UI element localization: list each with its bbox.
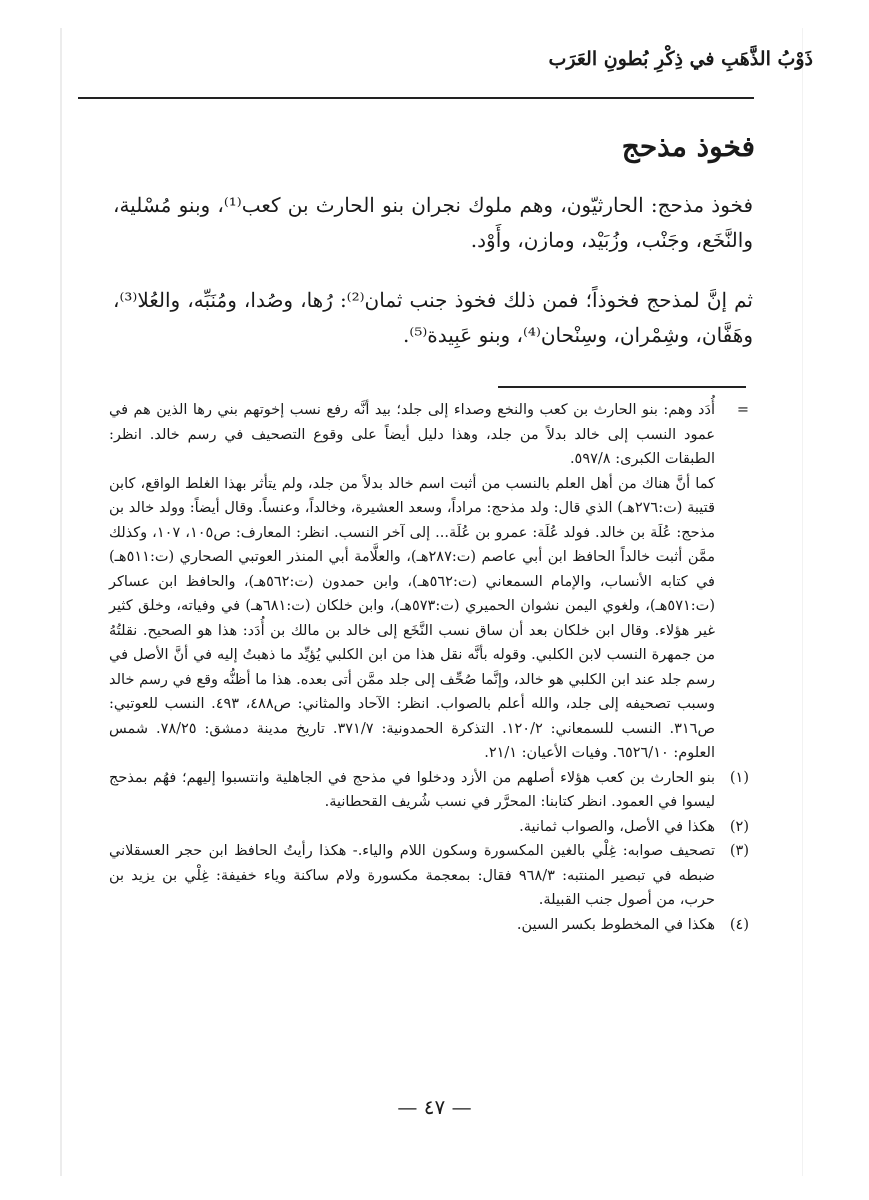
footnote-mark: (٣): [729, 843, 749, 859]
footnote-text: أُدَد وهم: بنو الحارث بن كعب والنخع وصداء إلى جلد؛ بيد أنَّه رفع نسب إخوتهم بني رها الذين هم في عمود النسب إلى خالد بدلاً من جلد، وهذا دليل أيضاً على وقوع التصحيف في رسم خالد. انظر: الطبقات الكبرى: ٥٩٧/٨.: [109, 402, 715, 467]
footnote-mark: [715, 472, 749, 766]
body-paragraph-2: ثم إنَّ لمذحج فخوذاً؛ فمن ذلك فخوذ جنب ثمان⁽²⁾: رُها، وصُدا، ومُنَبِّه، والعُلا⁽³⁾، وهَفَّان، وشِمْران، وسِنْحان⁽⁴⁾، وبنو عَبِيدة⁽⁵⁾.: [113, 288, 753, 347]
footnote-mark: =: [736, 402, 749, 418]
footnote-rule: [498, 386, 746, 388]
footnote-mark: (١): [729, 769, 749, 786]
running-header: ذَوْبُ الذَّهَبِ في ذِكْرِ بُطونِ العَرَب: [548, 48, 813, 70]
section-title: فخوذ مذحج: [621, 130, 755, 163]
footnote-text: هكذا في المخطوط بكسر السين.: [516, 916, 715, 933]
footnote-continuation-2: [109, 472, 749, 766]
footnote-4: [109, 913, 749, 938]
footnote-text: كما أنَّ هناك من أهل العلم بالنسب من أثبت اسم خالد بدلاً من جلد، ولم يتأثر بهذا الغلط الواقع، كابن قتيبة (ت:٢٧٦هـ) الذي قال: ولد مذحج: مراداً، وسعد العشيرة، وخالداً، وعنساً. وقال أيضاً: وولد خالد بن مذحج: عُلَة بن خالد. فولد عُلَة: عمرو بن عُلَة... إلى آخر النسب. انظر: المعارف: ص١٠٥، ١٠٧، وكذلك ممَّن أثبت خالداً الحافظ ابن أبي عاصم (ت:٢٨٧هـ)، والعلَّامة أبي المنذر العوتبي الصحاري (ت:٥١١هـ) في كتابه الأنساب، والإمام السمعاني (ت:٥٦٢هـ)، وابن حمدون (ت:٥٦٢هـ)، والحافظ ابن عساكر (ت:٥٧١هـ)، ولغوي اليمن نشوان الحميري (ت:٥٧٣هـ)، وابن خلكان (ت:٦٨١هـ) في وفياته، وخلق كثير غير هؤلاء. وقال ابن خلكان بعد أن ساق نسب النَّخَع إلى خالد بن مالك بن أُدَد: هذا هو الصحيح. نقلتُهُ من جمهرة النسب لابن الكلبي. وقوله بأنَّه نقل هذا من ابن الكلبي يُؤيِّد ما ذهبتُ إليه في أنَّ الأصل في رسم جلد عند ابن الكلبي هو خالد، وإنَّما صُحِّف إلى جلد ممَّن أتى بعده. هذا ما أظنُّه وقع في رسم خالد وسبب تصحيفه إلى جلد، والله أعلم بالصواب. انظر: الآحاد والمثاني: ص٤٨٨، ٤٩٣. النسب للعوتبي: ص٣١٦. النسب للسمعاني: ١٢٠/٢. التذكرة الحمدونية: ٣٧١/٧. تاريخ مدينة دمشق: ٧٨/٢٥. شمس العلوم: ٦٥٢٦/١٠. وفيات الأعيان: ٢١/١.: [109, 475, 716, 761]
footnote-1: [109, 766, 749, 815]
footnotes: [109, 398, 749, 937]
footnote-text: تصحيف صوابه: غِلْي بالغين المكسورة وسكون اللام والياء.- هكذا رأيتُ الحافظ ابن حجر العسقلاني ضبطه في تبصير المنتبه: ٩٦٨/٣ فقال: بمعجمة مكسورة ولام ساكنة وياء خفيفة: غِلْي بن يزيد بن حرب، من أصول جنب القبيلة.: [109, 843, 715, 908]
body-paragraph-1: فخوذ مذحج: الحارثيّون، وهم ملوك نجران بنو الحارث بن كعب⁽¹⁾، وبنو مُسْلية، والنَّخَع، وجَنْب، وزُبَيْد، ومازن، وأَوْد.: [113, 193, 753, 252]
footnote-mark: (٤): [729, 916, 749, 933]
footnote-mark: (٢): [729, 818, 749, 835]
footnote-text: بنو الحارث بن كعب هؤلاء أصلهم من الأزد ودخلوا في مذحج في الجاهلية وانتسبوا إليهم؛ فهُم بمذحج ليسوا في العمود. انظر كتابنا: المحرَّر في نسب شُريف القحطانية.: [109, 769, 715, 810]
footnote-text: هكذا في الأصل، والصواب ثمانية.: [519, 818, 715, 835]
footnote-3: [109, 839, 749, 913]
footnote-continuation: [109, 398, 749, 472]
footnote-2: [109, 815, 749, 840]
page-number: — ٤٧ —: [397, 1095, 472, 1119]
header-rule: [78, 97, 754, 99]
